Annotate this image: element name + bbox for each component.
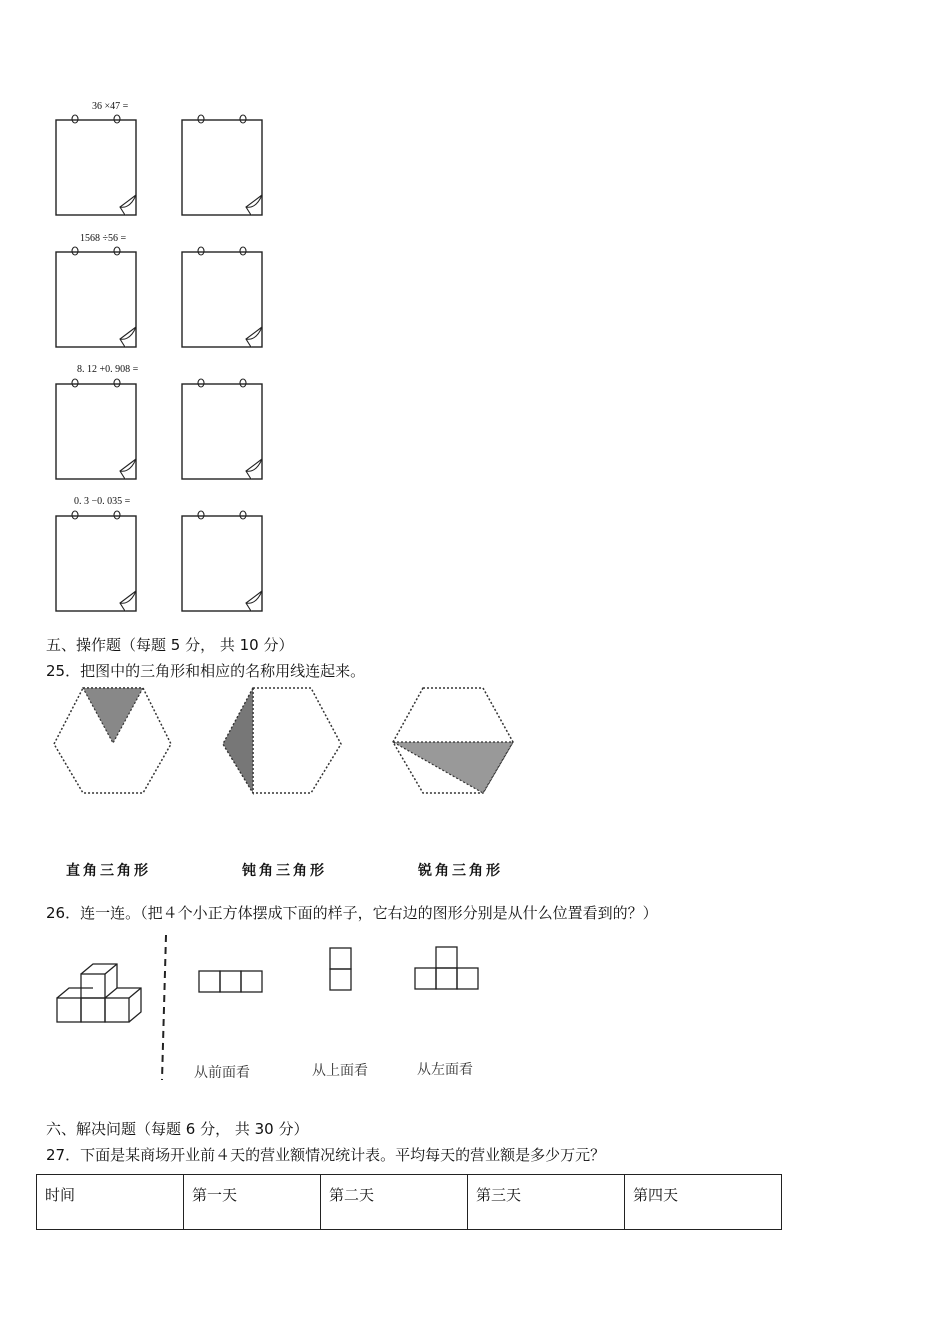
label-front-view: 从前面看 — [194, 1065, 250, 1081]
notepad-box — [182, 379, 262, 479]
calc-expression-3: 8. 12 +0. 908 = — [77, 364, 139, 375]
hexagon-figures — [40, 685, 560, 805]
ring-icon — [72, 115, 78, 123]
ring-icon — [72, 379, 78, 387]
question-26-text: 26．连一连。（把４个小正方体摆成下面的样子，它右边的图形分别是从什么位置看到的？） — [46, 904, 658, 922]
label-right-triangle: 直角三角形 — [66, 863, 151, 879]
shaded-acute-triangle — [83, 688, 143, 743]
table-header-cell: 时间 — [37, 1175, 184, 1230]
calc-expression-2: 1568 ÷56 = — [80, 233, 127, 244]
shaded-right-triangle — [393, 742, 513, 793]
notepad-box — [182, 247, 262, 347]
ring-icon — [114, 115, 120, 123]
ring-icon — [72, 247, 78, 255]
cube-stack-drawing — [57, 964, 141, 1022]
table-header-row — [37, 1175, 782, 1230]
page-curl-icon — [120, 591, 136, 611]
table-header-cell: 第四天 — [625, 1175, 782, 1230]
table-header-cell: 第一天 — [184, 1175, 321, 1230]
page-curl-icon — [246, 195, 262, 215]
table-header-cell: 第三天 — [468, 1175, 625, 1230]
view-two-stacked — [330, 948, 351, 990]
label-obtuse-triangle: 钝角三角形 — [242, 863, 327, 879]
ring-icon — [114, 511, 120, 519]
table-header-cell: 第二天 — [321, 1175, 468, 1230]
calc-expression-1: 36 ×47 = — [92, 101, 129, 112]
page-curl-icon — [246, 591, 262, 611]
ring-icon — [198, 115, 204, 123]
view-t-shape — [415, 947, 478, 989]
calc-expression-4: 0. 3 −0. 035 = — [74, 496, 131, 507]
ring-icon — [240, 115, 246, 123]
label-acute-triangle: 锐角三角形 — [418, 863, 503, 879]
notepad-box — [56, 511, 136, 611]
ring-icon — [240, 379, 246, 387]
ring-icon — [198, 379, 204, 387]
ring-icon — [114, 247, 120, 255]
label-left-view: 从左面看 — [417, 1062, 473, 1078]
notepad-box — [56, 115, 136, 215]
notepad-box — [56, 247, 136, 347]
page-curl-icon — [246, 459, 262, 479]
shaded-obtuse-triangle — [223, 688, 253, 793]
notepad-box — [182, 511, 262, 611]
section-6-heading: 六、解决问题（每题 6 分， 共 30 分） — [46, 1120, 309, 1138]
question-25-text: 25．把图中的三角形和相应的名称用线连起来。 — [46, 662, 366, 680]
hexagon-right-figure — [393, 688, 513, 793]
page-curl-icon — [120, 195, 136, 215]
hexagon-3 — [393, 688, 513, 793]
notepad-box — [56, 379, 136, 479]
notepad-boxes — [0, 0, 950, 640]
sales-table — [36, 1174, 782, 1230]
page-curl-icon — [120, 459, 136, 479]
dashed-divider — [162, 935, 166, 1080]
page-curl-icon — [246, 327, 262, 347]
notepad-box — [182, 115, 262, 215]
question-27-text: 27．下面是某商场开业前４天的营业额情况统计表。平均每天的营业额是多少万元？ — [46, 1146, 606, 1164]
label-top-view: 从上面看 — [312, 1063, 368, 1079]
hexagon-acute-figure — [54, 688, 171, 793]
ring-icon — [72, 511, 78, 519]
hexagon-obtuse-figure — [223, 688, 341, 793]
ring-icon — [198, 511, 204, 519]
ring-icon — [198, 247, 204, 255]
ring-icon — [240, 511, 246, 519]
ring-icon — [240, 247, 246, 255]
ring-icon — [114, 379, 120, 387]
section-5-heading: 五、操作题（每题 5 分， 共 10 分） — [46, 636, 294, 654]
page-curl-icon — [120, 327, 136, 347]
view-three-row — [199, 971, 262, 992]
